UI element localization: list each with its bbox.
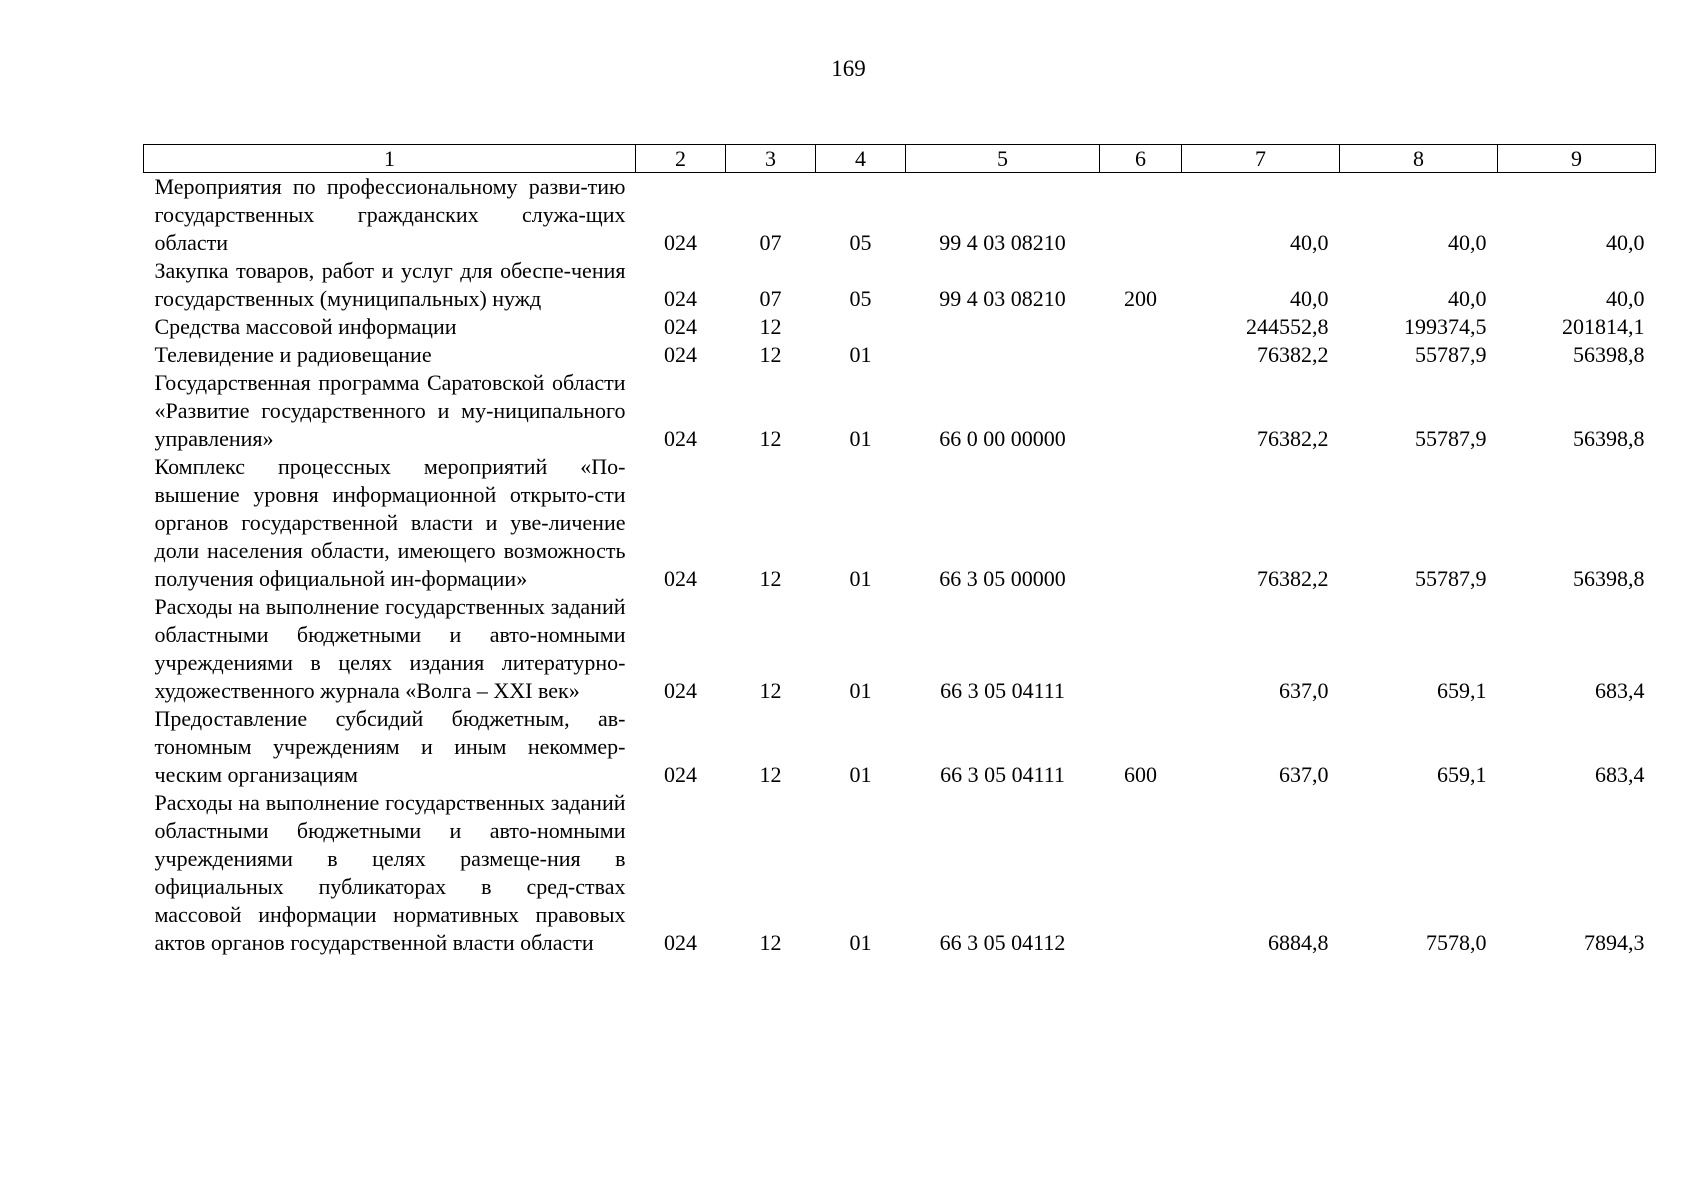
amount-col7: 76382,2 [1257,426,1329,451]
amount-col8: 7578,0 [1426,930,1487,955]
amount-col8: 55787,9 [1415,426,1487,451]
section-code: 12 [759,314,782,339]
subsection-code: 05 [849,230,872,255]
target-article-code: 66 0 00 00000 [939,426,1066,451]
expense-type-code [1100,369,1182,453]
table-row [144,313,1656,341]
subsection-code [816,313,906,341]
target-article-code [906,313,1100,341]
table-row [144,705,1656,789]
amount-col8: 40,0 [1448,286,1487,311]
expense-type-code [1100,453,1182,593]
row-name: Расходы на выполнение государственных заданий областными бюджетными и авто-номными учреждениями в целях издания литературно-художественного журнала «Волга – XXI век» [154,594,626,703]
row-name: Государственная программа Саратовской области «Развитие государственного и му-ниципального управления» [154,370,626,451]
amount-col8: 40,0 [1448,230,1487,255]
subsection-code: 01 [849,762,872,787]
amount-col7: 40,0 [1290,230,1329,255]
row-name: Комплекс процессных мероприятий «По-вышение уровня информационной открыто-сти органов государственной власти и уве-личение доли населения области, имеющего возможность получения официальной ин-формации» [154,454,626,591]
target-article-code: 99 4 03 08210 [939,286,1066,311]
ved-code: 024 [664,426,697,451]
amount-col9: 56398,8 [1573,566,1645,591]
amount-col9: 683,4 [1595,678,1645,703]
ved-code: 024 [664,342,697,367]
column-header: 6 [1100,145,1182,173]
amount-col7: 637,0 [1279,762,1329,787]
table-row [144,789,1656,957]
subsection-code: 01 [849,342,872,367]
ved-code: 024 [664,230,697,255]
row-name: Мероприятия по профессиональному разви-тию государственных гражданских служа-щих области [154,174,626,255]
section-code: 07 [759,286,782,311]
amount-col8: 659,1 [1437,678,1487,703]
amount-col9: 40,0 [1606,230,1645,255]
expense-type-code [1100,341,1182,369]
target-article-code: 66 3 05 04111 [940,762,1065,787]
target-article-code: 66 3 05 04111 [940,678,1065,703]
section-code: 12 [759,566,782,591]
column-header: 4 [816,145,906,173]
row-name: Средства массовой информации [154,314,457,339]
target-article-code [906,341,1100,369]
table-row [144,173,1656,258]
amount-col7: 76382,2 [1257,566,1329,591]
target-article-code: 66 3 05 04112 [939,930,1066,955]
table-body [144,173,1656,958]
amount-col7: 637,0 [1279,678,1329,703]
section-code: 12 [759,342,782,367]
table-row [144,453,1656,593]
table-row [144,257,1656,313]
subsection-code: 01 [849,930,872,955]
ved-code: 024 [664,314,697,339]
ved-code: 024 [664,930,697,955]
ved-code: 024 [664,762,697,787]
amount-col9: 683,4 [1595,762,1645,787]
table-row [144,593,1656,705]
amount-col8: 199374,5 [1404,314,1487,339]
expense-type-code [1100,593,1182,705]
amount-col9: 7894,3 [1584,930,1645,955]
column-header: 1 [144,145,636,173]
row-name: Предоставление субсидий бюджетным, ав-тономным учреждениям и иным некоммер-ческим организациям [154,706,626,787]
amount-col9: 56398,8 [1573,426,1645,451]
row-name: Телевидение и радиовещание [154,342,432,367]
budget-table [143,144,1656,957]
expense-type-code: 600 [1124,762,1157,787]
row-name: Расходы на выполнение государственных заданий областными бюджетными и авто-номными учреждениями в целях размеще-ния в официальных публикаторах в сред-ствах массовой информации нормативных правовых актов органов государственной власти области [154,790,626,955]
subsection-code: 01 [849,566,872,591]
page-number: 169 [831,56,866,81]
ved-code: 024 [664,678,697,703]
section-code: 12 [759,678,782,703]
expense-type-code [1100,313,1182,341]
expense-type-code [1100,789,1182,957]
amount-col8: 55787,9 [1415,566,1487,591]
column-header: 3 [726,145,816,173]
column-header: 5 [906,145,1100,173]
column-header: 9 [1498,145,1656,173]
target-article-code: 66 3 05 00000 [939,566,1066,591]
ved-code: 024 [664,286,697,311]
amount-col8: 659,1 [1437,762,1487,787]
column-header: 2 [636,145,726,173]
expense-type-code: 200 [1124,286,1157,311]
section-code: 12 [759,762,782,787]
target-article-code: 99 4 03 08210 [939,230,1066,255]
section-code: 12 [759,426,782,451]
amount-col7: 6884,8 [1268,930,1329,955]
amount-col7: 244552,8 [1246,314,1329,339]
column-header: 8 [1340,145,1498,173]
subsection-code: 01 [849,678,872,703]
section-code: 07 [759,230,782,255]
expense-type-code [1100,173,1182,258]
subsection-code: 05 [849,286,872,311]
amount-col9: 201814,1 [1562,314,1645,339]
section-code: 12 [759,930,782,955]
table-row [144,341,1656,369]
row-name: Закупка товаров, работ и услуг для обеспе-чения государственных (муниципальных) нужд [154,258,626,311]
amount-col9: 40,0 [1606,286,1645,311]
amount-col7: 40,0 [1290,286,1329,311]
amount-col8: 55787,9 [1415,342,1487,367]
column-header: 7 [1182,145,1340,173]
header-row [144,145,1656,173]
subsection-code: 01 [849,426,872,451]
ved-code: 024 [664,566,697,591]
amount-col9: 56398,8 [1573,342,1645,367]
amount-col7: 76382,2 [1257,342,1329,367]
table-row [144,369,1656,453]
